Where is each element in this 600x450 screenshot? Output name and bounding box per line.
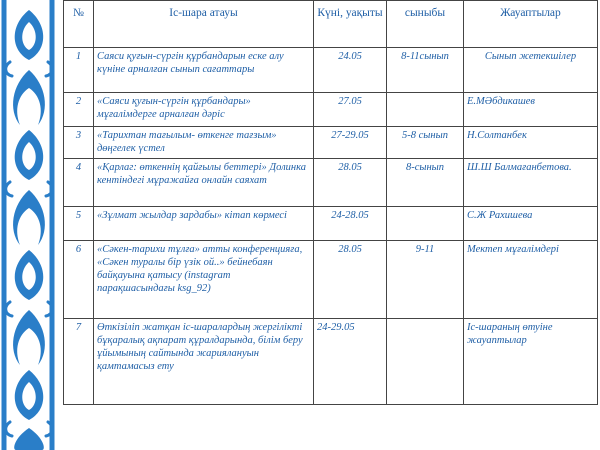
row-responsible: Мектеп мұғалімдері	[464, 241, 598, 319]
header-title: Іс-шара атауы	[94, 1, 314, 48]
row-date: 27-29.05	[314, 127, 387, 159]
row-date: 27.05	[314, 93, 387, 127]
table-row	[64, 159, 598, 207]
row-title: Өткізіліп жатқан іс-шаралардың жергілікті бұқаралық ақпарат құралдарында, білім беру ұйымының сайтында жариялануын қамтамасыз ету	[94, 319, 314, 405]
events-table-wrapper	[63, 0, 597, 410]
row-responsible: С.Ж Рахишева	[464, 207, 598, 241]
header-num: №	[64, 1, 94, 48]
table-row	[64, 241, 598, 319]
row-title: «Тарихтан тағылым- өткенге тағзым» дөңгелек үстел	[94, 127, 314, 159]
events-table	[63, 0, 598, 405]
table-row	[64, 319, 598, 405]
row-responsible: Сынып жетекшілер	[464, 48, 598, 93]
header-responsible: Жауаптылар	[464, 1, 598, 48]
row-date: 28.05	[314, 241, 387, 319]
row-grade	[387, 319, 464, 405]
row-title: «Зұлмат жылдар зардабы» кітап көрмесі	[94, 207, 314, 241]
row-title: Саяси қуғын-сүргін құрбандарын еске алу күніне арналған сынып сағаттары	[94, 48, 314, 93]
row-num: 5	[64, 207, 94, 241]
row-responsible: Ш.Ш Балмағанбетова.	[464, 159, 598, 207]
row-num: 6	[64, 241, 94, 319]
row-date: 28.05	[314, 159, 387, 207]
row-grade: 8-11сынып	[387, 48, 464, 93]
row-grade	[387, 93, 464, 127]
row-num: 1	[64, 48, 94, 93]
row-responsible: Н.Солтанбек	[464, 127, 598, 159]
table-row	[64, 48, 598, 93]
row-grade: 8-сынып	[387, 159, 464, 207]
table-row	[64, 127, 598, 159]
row-num: 7	[64, 319, 94, 405]
row-date: 24-29.05	[314, 319, 387, 405]
row-title: «Қарлаг: өткеннің қайғылы беттері» Долинка кентіндегі мұражайға онлайн саяхат	[94, 159, 314, 207]
header-date: Күні, уақыты	[314, 1, 387, 48]
table-row	[64, 93, 598, 127]
row-num: 4	[64, 159, 94, 207]
table-header-row	[64, 1, 598, 48]
table-row	[64, 207, 598, 241]
row-grade	[387, 207, 464, 241]
row-date: 24-28.05	[314, 207, 387, 241]
row-num: 3	[64, 127, 94, 159]
row-responsible: Іс-шараның өтуіне жауаптылар	[464, 319, 598, 405]
row-grade: 5-8 сынып	[387, 127, 464, 159]
row-responsible: Е.МӘбдикашев	[464, 93, 598, 127]
row-grade: 9-11	[387, 241, 464, 319]
row-title: «Саяси қуғын-сүргін құрбандары» мұғалімдерге арналған дәріс	[94, 93, 314, 127]
row-num: 2	[64, 93, 94, 127]
header-grade: сыныбы	[387, 1, 464, 48]
row-title: «Сәкен-тарихи тұлға» атты конференцияға, «Сәкен туралы бір үзік ой..» бейнебаян байқауына қатысу (instagram парақшасындағы ksg_92)	[94, 241, 314, 319]
row-date: 24.05	[314, 48, 387, 93]
ornament-border-icon	[0, 0, 58, 450]
